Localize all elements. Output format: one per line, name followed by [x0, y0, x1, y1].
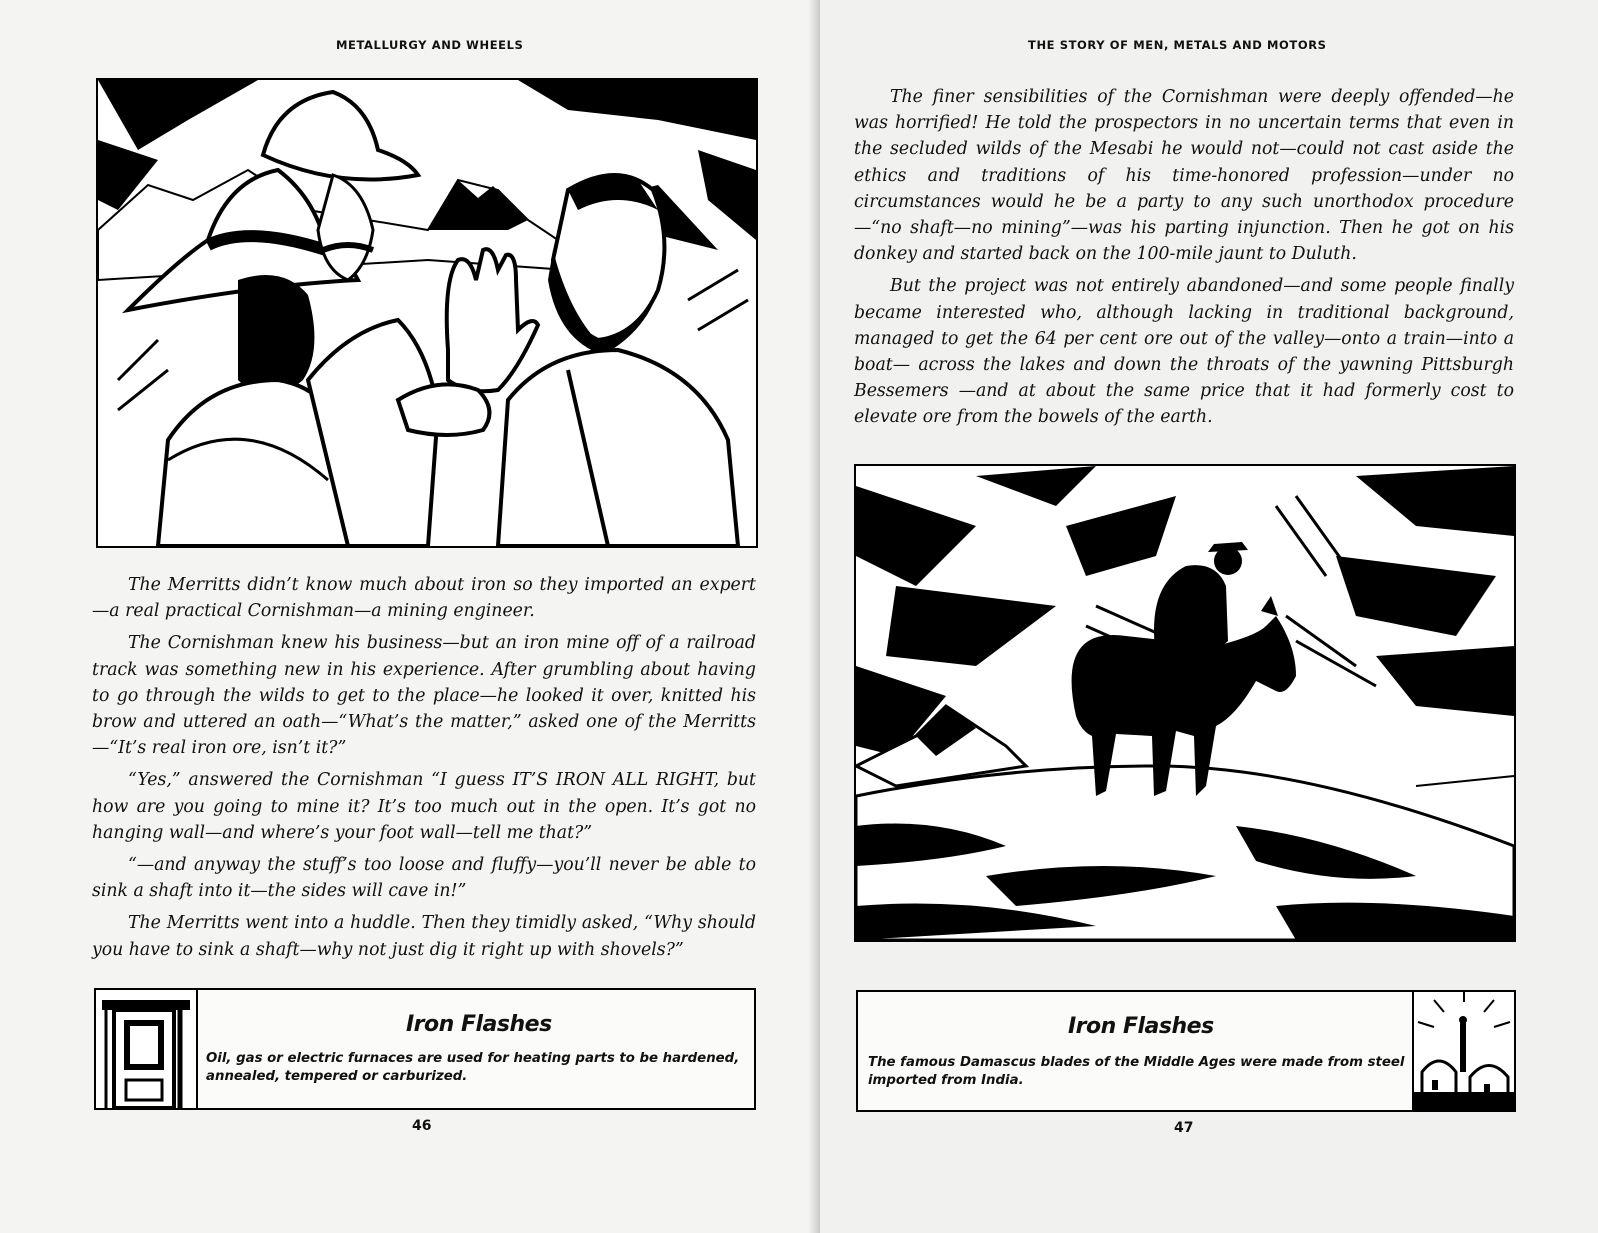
rider-on-donkey-illustration: [854, 464, 1516, 942]
right-body-text: [854, 84, 1514, 431]
three-prospectors-drawing: [98, 80, 756, 546]
iron-flash-text-left: Oil, gas or electric furnaces are used for heating parts to be hardened, annealed, tempered or carburized.: [206, 1051, 740, 1084]
running-head-left: METALLURGY AND WHEELS: [336, 38, 524, 52]
domed-city-icon: [1412, 992, 1514, 1110]
page-number-right: 47: [1174, 1120, 1194, 1136]
iron-flash-title-right: Iron Flashes: [1068, 1014, 1214, 1039]
right-page: [820, 0, 1598, 1233]
domed-city-drawing: [1414, 992, 1514, 1110]
iron-flash-box-right: [856, 990, 1516, 1112]
left-paragraph-4: “—and anyway the stuff’s too loose and fluffy—you’ll never be able to sink a shaft into it—the sides will cave in!”: [92, 855, 756, 902]
page-number-left: 46: [412, 1118, 432, 1134]
furnace-drawing: [96, 990, 196, 1108]
three-prospectors-illustration: [96, 78, 758, 548]
left-paragraph-2: The Cornishman knew his business—but an iron mine off of a railroad track was something new in his experience. After grumbling about having to go through the wilds to get to the place—he looked it over, knitted his brow and uttered an oath—“What’s the matter,” asked one of the Merritts —“It’s real iron ore, isn’t it?”: [92, 633, 756, 759]
iron-flash-text-right: The famous Damascus blades of the Middle Ages were made from steel imported from India.: [868, 1055, 1405, 1088]
right-paragraph-1: The finer sensibilities of the Cornishman were deeply offended—he was horrified! He told the prospectors in no uncertain terms that even in the secluded wilds of the Mesabi he would not—could not cast aside the ethics and traditions of his time-honored profession—under no circumstances would he be a party to any such unorthodox procedure—“no shaft—no mining”—was his parting injunction. Then he got on his donkey and started back on the 100-mile jaunt to Duluth.: [854, 87, 1514, 265]
running-head-right: THE STORY OF MEN, METALS AND MOTORS: [1028, 38, 1327, 52]
left-body-text: [92, 572, 756, 963]
iron-flash-box-left: [94, 988, 756, 1110]
iron-flash-title-left: Iron Flashes: [406, 1012, 552, 1037]
furnace-icon: [96, 990, 198, 1108]
right-paragraph-2: But the project was not entirely abandoned—and some people finally became interested who, although lacking in traditional background, managed to get the 64 per cent ore out of the valley—onto a train—into a boat— across the lakes and down the throats of the yawning Pittsburgh Bessemers —and at about the same price that it had formerly cost to elevate ore from the bowels of the earth.: [854, 276, 1514, 428]
left-paragraph-1: The Merritts didn’t know much about iron so they imported an expert —a real practical Cornishman—a mining engineer.: [92, 575, 756, 622]
rider-on-donkey-drawing: [856, 466, 1514, 940]
left-paragraph-5: The Merritts went into a huddle. Then they timidly asked, “Why should you have to sink a shaft—why not just dig it right up with shovels?”: [92, 913, 756, 960]
left-paragraph-3: “Yes,” answered the Cornishman “I guess IT’S IRON ALL RIGHT, but how are you going to mine it? It’s too much out in the open. It’s got no hanging wall—and where’s your foot wall—tell me that?”: [92, 770, 756, 843]
